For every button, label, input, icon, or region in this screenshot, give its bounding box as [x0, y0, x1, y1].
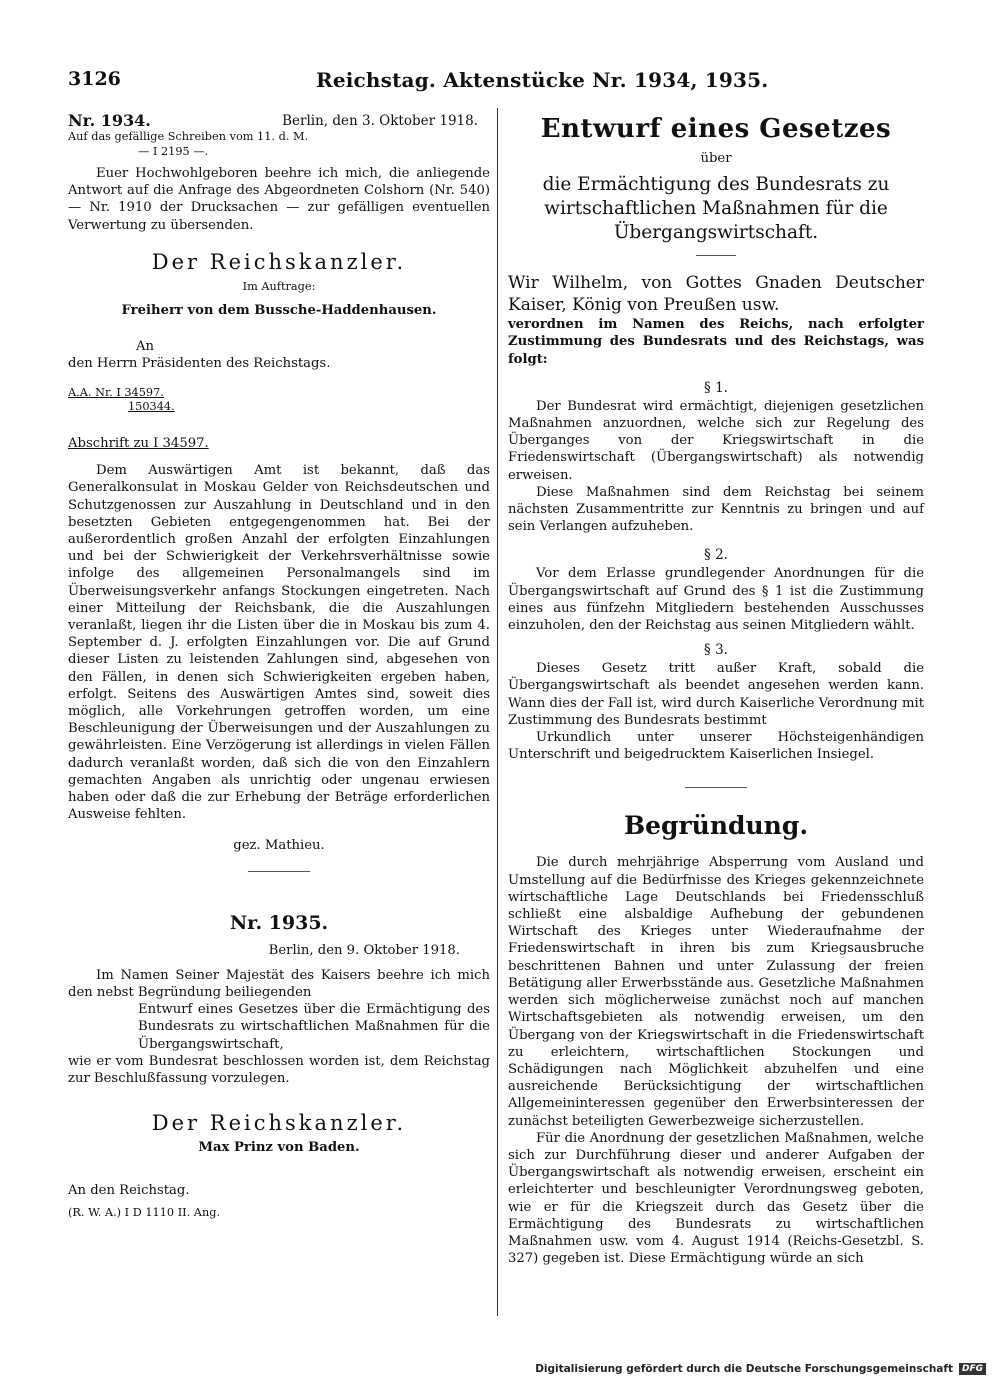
preamble-verordnen: verordnen im Namen des Reichs, nach erfolgter Zustimmung des Bundesrats und des Reichstags, was folgt: — [508, 317, 924, 367]
bill-subtitle: die Ermächtigung des Bundesrats zu wirtschaftlichen Maßnahmen für die Übergangswirtschaft. — [542, 174, 890, 244]
begruendung-para-1: Die durch mehrjährige Absperrung vom Ausland und Umstellung auf die Bedürfnisse des Krieges gekennzeichnete wirtschaftliche Lage Deutschlands bei Friedensschluß schließt eine alsbaldige Aufhebung der gebundenen Wirtschaft des Krieges unter Wiederaufnahme der Friedenswirtschaft in ihren bis zum Kriegsausbruche beschrittenen Bahnen und unter Zulassung der freien Betätigung aller Erwerbsstände aus. Gesetzliche Maßnahmen werden sich möglicherweise zunächst noch auf manchen Wirtschaftsgebieten als notwendig erweisen, um den Übergang von der Kriegswirtschaft in die Friedenswirtschaft zu erleichtern, wirtschaftlichen Stockungen und Schädigungen nach Möglichkeit abzuhelfen und eine ausreichende Berücksichtigung der wirtschaftlichen Allgemeininteressen gegenüber den Erwerbsinteressen der zunächst beteiligten Gewerbezweige sicherzustellen. — [508, 855, 924, 1129]
nr1935-addressee: An den Reichstag. — [68, 1183, 190, 1199]
separator-rule — [248, 871, 310, 872]
nr1935-number: Nr. 1935. — [229, 911, 329, 934]
bill-ueber: über — [700, 151, 732, 166]
section-3-heading: § 3. — [704, 642, 728, 659]
begruendung-title: Begründung. — [623, 811, 809, 841]
nr1935-body-intro: Im Namen Seiner Majestät des Kaisers beehre ich mich den nebst Begründung beiliegenden — [68, 967, 490, 1000]
nr1935-signer-name: Max Prinz von Baden. — [198, 1140, 360, 1156]
section-2-para-1: Vor dem Erlasse grundlegender Anordnungen für die Übergangswirtschaft auf Grund des § 1 ist die Zustimmung eines aus fünfzehn Mitgliedern bestehenden Ausschusses einzuholen, den der Reichstag aus seinen Mitgliedern wählt. — [508, 566, 924, 634]
nr1934-aa-reference: A.A. Nr. I 34597. — [68, 385, 164, 399]
abschrift-body: Dem Auswärtigen Amt ist bekannt, daß das Generalkonsulat in Moskau Gelder von Reichsdeutschen und Schutzgenossen zur Auszahlung in Deutschland und in den besetzten Gebieten entgegengenommen hat. Bei der außerordentlich großen Anzahl der erfolgten Einzahlungen und bei der Schwierigkeit der Verkehrsverhältnisse sowie infolge des allgemeinen Personalmangels sind im Überweisungsverkehr anfangs Stockungen eingetreten. Nach einer Mitteilung der Reichsbank, die die Auszahlungen veranlaßt, liegen ihr die Listen über die in Moskau bis zum 4. September d. J. erfolgten Einzahlungen vor. Die auf Grund dieser Listen zu leistenden Zahlungen sind, abgesehen von den Fällen, in denen sich Schwierigkeiten ergeben haben, erfolgt. Seitens des Auswärtigen Amtes sind, soweit dies möglich, alle Vorkehrungen getroffen worden, um eine Beschleunigung der Überweisungen und der Auszahlungen zu gewährleisten. Eine Verzögerung ist allerdings in vielen Fällen dadurch veranlaßt worden, daß sich die von den Einzahlern gemachten Angaben als unrichtig oder ungenau erwiesen haben oder daß die zur Erhebung der Beträge erforderlichen Ausweise fehlten. — [68, 463, 490, 823]
running-header — [68, 68, 769, 98]
left-column — [68, 112, 490, 1220]
footer-text: Digitalisierung gefördert durch die Deutsche Forschungsgemeinschaft — [535, 1363, 953, 1375]
section-1-para-1: Der Bundesrat wird ermächtigt, diejenigen gesetzlichen Maßnahmen anzuordnen, welche sich zur Regelung des Überganges von der Kriegswirtschaft in die Friedenswirtschaft (Übergangswirtschaft) als notwendig erweisen. — [508, 398, 924, 483]
abschrift-signature: gez. Mathieu. — [233, 838, 325, 854]
nr1934-reference-number: — I 2195 —. — [138, 144, 209, 158]
running-title: Reichstag. Aktenstücke Nr. 1934, 1935. — [316, 68, 769, 92]
nr1935-signer-title: Der Reichskanzler. — [151, 1111, 407, 1136]
nr1934-aa-reference-2: 150344. — [128, 400, 175, 414]
preamble-wir: Wir Wilhelm, von Gottes Gnaden Deutscher Kaiser, König von Preußen usw. — [508, 273, 924, 316]
section-2-heading: § 2. — [704, 547, 728, 564]
right-column — [508, 112, 924, 1267]
column-divider — [497, 108, 498, 1316]
nr1934-im-auftrage: Im Auftrage: — [242, 279, 316, 293]
nr1934-signer-name: Freiherr von dem Bussche-Haddenhausen. — [121, 303, 437, 319]
begruendung-para-2: Für die Anordnung der gesetzlichen Maßnahmen, welche sich zur Durchführung dieser und anderer Aufgaben der Übergangswirtschaft als notwendig erweisen, erscheint ein erleichterter und beschleunigter Verordnungsweg geboten, wie er für die Kriegszeit durch das Gesetz über die Ermächtigung des Bundesrats zu wirtschaftlichen Maßnahmen usw. vom 4. August 1914 (Reichs-Gesetzbl. S. 327) gegeben ist. Diese Ermächtigung würde an sich — [508, 1130, 924, 1267]
nr1934-addressee: den Herrn Präsidenten des Reichstags. — [68, 355, 331, 371]
nr1934-number: Nr. 1934. — [68, 111, 151, 130]
abschrift-heading: Abschrift zu I 34597. — [68, 435, 209, 451]
section-1-heading: § 1. — [704, 379, 728, 396]
nr1934-reference: Auf das gefällige Schreiben vom 11. d. M. — [68, 130, 309, 143]
nr1934-an: An — [136, 338, 155, 354]
nr1934-place-date: Berlin, den 3. Oktober 1918. — [282, 113, 478, 129]
digitization-footer — [535, 1363, 986, 1375]
nr1935-body-closing: wie er vom Bundesrat beschlossen worden ist, dem Reichstag zur Beschlußfassung vorzulegen. — [68, 1053, 490, 1087]
nr1935-reference: (R. W. A.) I D 1110 II. Ang. — [68, 1205, 221, 1219]
section-3-para-1: Dieses Gesetz tritt außer Kraft, sobald die Übergangswirtschaft als beendet angesehen werden kann. Wann dies der Fall ist, wird durch Kaiserliche Verordnung mit Zustimmung des Bundesrats bestimmt — [508, 661, 924, 728]
begruendung-rule — [685, 787, 747, 788]
section-3-para-2: Urkundlich unter unserer Höchsteigenhändigen Unterschrift und beigedrucktem Kaiserlichen Insiegel. — [508, 730, 924, 763]
nr1934-body: Euer Hochwohlgeboren beehre ich mich, die anliegende Antwort auf die Anfrage des Abgeordneten Colshorn (Nr. 540) — Nr. 1910 der Drucksachen — zur gefälligen eventuellen Verwertung zu übersenden. — [68, 166, 490, 233]
bill-title: Entwurf eines Gesetzes — [540, 114, 892, 144]
nr1935-place-date: Berlin, den 9. Oktober 1918. — [268, 942, 460, 958]
section-1-para-2: Diese Maßnahmen sind dem Reichstag bei seinem nächsten Zusammentritte zur Kenntnis zu bringen und auf sein Verlangen aufzuheben. — [508, 484, 924, 535]
dfg-logo: DFG — [959, 1363, 986, 1375]
title-rule — [696, 255, 736, 256]
nr1935-bill-title: Entwurf eines Gesetzes über die Ermächtigung des Bundesrats zu wirtschaftlichen Maßnahmen für die Übergangswirtschaft, — [138, 1002, 490, 1052]
nr1934-heading — [68, 112, 490, 130]
nr1934-signer-title: Der Reichskanzler. — [151, 249, 407, 274]
page-number: 3126 — [68, 68, 121, 90]
